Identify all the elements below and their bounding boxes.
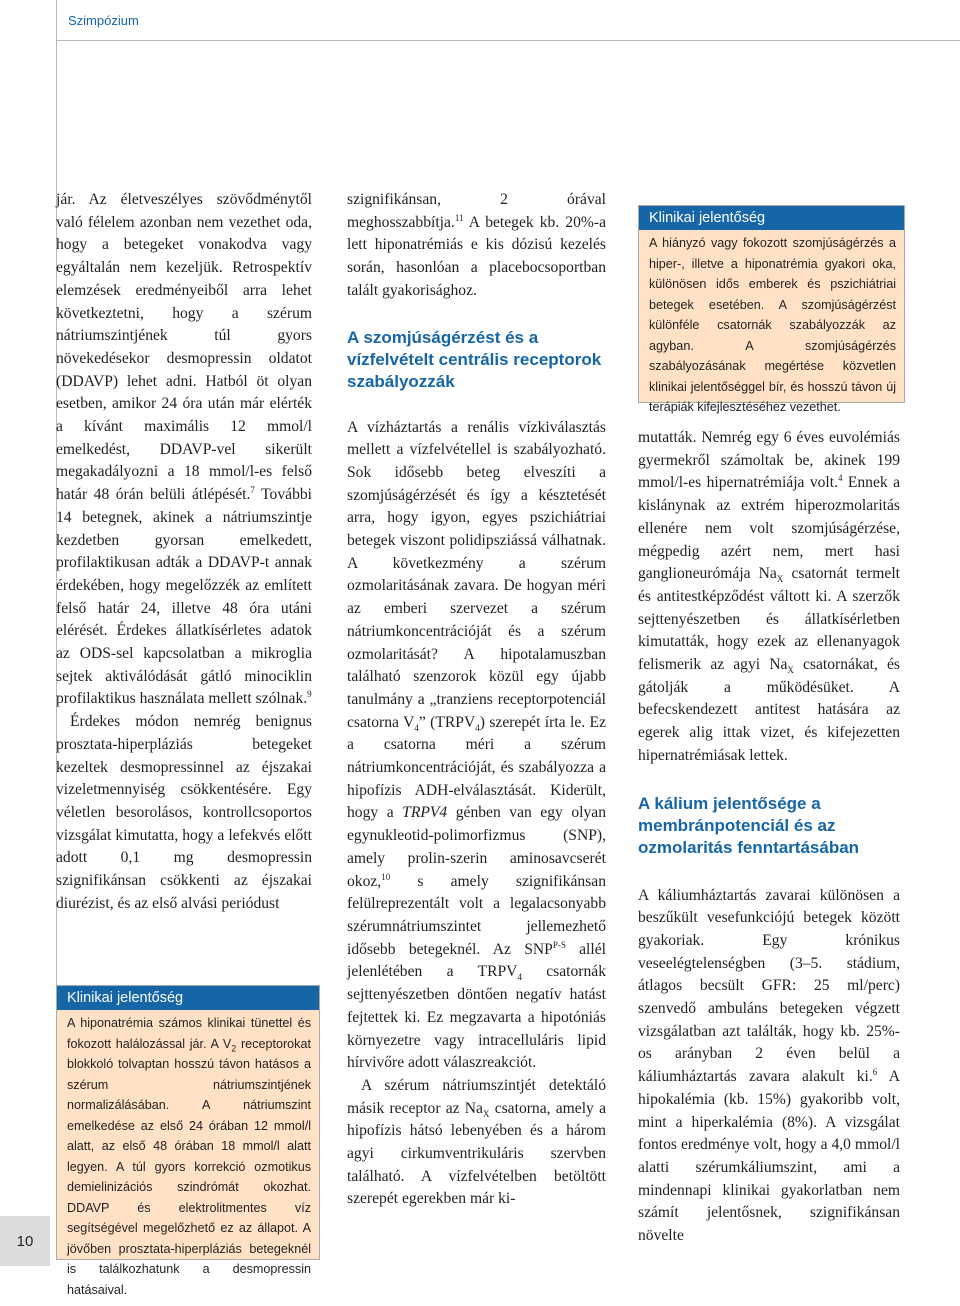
paragraph: jár. Az életveszélyes szövődménytől való félelem azonban nem vezethet oda, hogy a betegeket vonakodva vagy egyáltalán nem kezeljük. Retrospektív elemzések eredményeiből arra lehet következtetni, hogy a szérum nátriumszintjének túl gyors növekedésekor desmopressin oldatot (DDAVP) lehet adni. Hatból öt olyan esetben, amikor 24 óra után már elérték a kívánt maximális 12 mmol/l emelkedést, DDAVP-vel sikerült megakadályozni a 18 mmol/l-es felső határ 48 órán belüli átlépését.$^7$ További 14 betegnek, akinek a nátriumszintje kezdetben gyorsan emelkedett, profilaktikusan adták a DDAVP-t annak érdekében, hogy megelőzzék az említett felső határ 24, illetve 48 óra utáni elérését. Érdekes állatkísérletes adatok az ODS-sel kapcsolatban a mikroglia sejtek aktiválódását gátló minociklin profilaktikus használata mellett szólnak.$^9$ [56,191,312,708]
clinical-significance-box [56,985,320,1297]
column-1 [56,189,312,916]
page-number: 10 [0,1216,50,1266]
paragraph: A káliumháztartás zavarai különösen a beszűkült vesefunkciójú betegek között gyakoriak. Egy krónikus veseelégtelenségben (3–5. stádium, átlagos becsült GFR: 25 ml/perc) szenvedő ambuláns betegeken végzett vizsgálatban azt találták, hogy kb. 25%-os arányban 2 éven belül a káliumháztartás zavara alakult ki.$^6$ A hipokalémia (kb. 15%) gyakoribb volt, mint a hiperkalémia (8%). A vizsgálat fontos eredménye volt, hogy a 4,0 mmol/l alatti szérumkáliumszint, ami a mindennapi klinikai gyakorlatban nem számít jelentősnek, szignifikánsan növelte [638,886,900,1245]
paragraph: mutatták. Nemrég egy 6 éves euvolémiás gyermekről számoltak be, akinek 199 mmol/l-es hipernatrémiája volt.$^4$ Ennek a kislánynak az extrém hiperozmolaritás ellenére nem volt szomjúságérzése, mégpedig azért nem, mert hasi ganglioneurómája $Na_X$ csatornát termelt és antitestképződést váltott ki. A szerzők sejttenyészetben és állatkísérletben kimutatták, hogy ezek az ellenanyagok felismerik az agyi $Na_X$ csatornákat, és gátolják a működésüket. A befecskendezett antitest hatására az egerek alig ittak vizet, és kifejezetten hipernatrémiásak lettek. [638,429,900,764]
paragraph: Érdekes módon nemrég benignus prosztata-hiperpláziás betegeket kezeltek desmopressinnel az éjszakai vizeletmennyiség csökkentésére. Egy véletlen besorolásos, kontrollcsoportos vizsgálat kimutatta, hogy a lefekvés előtt adott 0,1 mg desmopressin szignifikánsan csökkenti az éjszakai diurézist, és az első alvási periódust [56,713,312,912]
paragraph: szignifikánsan, 2 órával meghosszabbítja.$^{11}$ A betegek kb. 20%-a lett hiponatrémiás e kis dózisú kezelés során, hasonlóan a placebocsoportban talált gyakorisághoz. [347,191,606,299]
header-divider [56,0,57,40]
box-body: A hiányzó vagy fokozott szomjúságérzés a hiper-, illetve a hiponatrémia gyakori oka, különösen idős emberek és pszichiátriai betegek esetében. A szomjúságérzést különféle csatornák szabályozzák az agyban. A szomjúságérzés szabályozásának megértése közvetlen klinikai jelentőséggel bír, és hosszú távon új terápiák kifejlesztéséhez vezethet. [649,236,896,414]
column-2 [347,189,606,1211]
section-heading: A szomjúságérzést és a vízfelvételt centrális receptorok szabályozzák [347,327,602,391]
section-heading: A kálium jelentősége a membránpotenciál és az ozmolaritás fenntartásában [638,793,860,857]
running-header [56,0,960,41]
box-body: A hiponatrémia számos klinikai tünettel és fokozott halálozással jár. A $V_2$ receptorokat blokkoló tolvaptan hosszú távon hatásos a szérum nátriumszintjének normalizálásában. A nátriumszint emelkedése az első 24 órában 12 mmol/l alatt, az első 48 órában 18 mmol/l alatt legyen. A túl gyors korrekció ozmotikus demielinizációs szindrómát okozhat. DDAVP és elektrolitmentes víz segítségével megelőzhető ez az állapot. A jövőben prosztata-hiperpláziás betegeknél is találkozhatunk a desmopressin hatásaival. [67,1016,311,1297]
paragraph: A vízháztartás a renális vízkiválasztás mellett a vízfelvétellel is szabályozható. Sok idősebb beteg elveszíti a szomjúságérzését és így a késztetését arra, hogy igyon, egyes pszichiátriai betegek viszont polidipsziássá válhatnak. A következmény a szérum ozmolaritásának zavara. De hogyan méri az emberi szervezet a szérum nátriumkoncentrációját és a szérum ozmolaritását? A hipotalamuszban található szenzorok közül egy újabb tanulmány a „tranziens receptorpotenciál csatorna $V_4$” $(TRPV_4)$ szerepét írta le. Ez a csatorna méri a szérum nátriumkoncentrációját, és szabályozza a hipofízis ADH-elválasztását. Kiderült, hogy a TRPV4 génben van egy olyan egynukleotid-polimorfizmus (SNP), amely prolin-szerin aminosavcserét okoz,$^{10}$ s amely szignifikánsan felülreprezentált volt a legalacsonyabb szérumnátriumszintet jellemezhető idősebb betegeknél. Az $SNP^{P-S}$ allél jelenlétében a $TRPV_4$ csatornák sejttenyészetben döntően negatív hatást fejtettek ki. Ez megzavarta a hipotóniás környezetre vagy intracelluláris lipid hírvivőre adott válaszreakciót. [347,418,606,1072]
box-title: Klinikai jelentőség [57,986,319,1010]
clinical-significance-box [638,205,905,414]
section-label: Szimpózium [68,13,139,28]
paragraph: A szérum nátriumszintjét detektáló másik receptor az $Na_X$ csatorna, amely a hipofízis hátsó lebenyében és a három agyi cirkumventrikuláris szervben található. A vízfelvételben betöltött szerepét egerekben már ki- [347,1076,606,1208]
box-title: Klinikai jelentőség [639,206,904,230]
column-3 [638,427,900,1248]
